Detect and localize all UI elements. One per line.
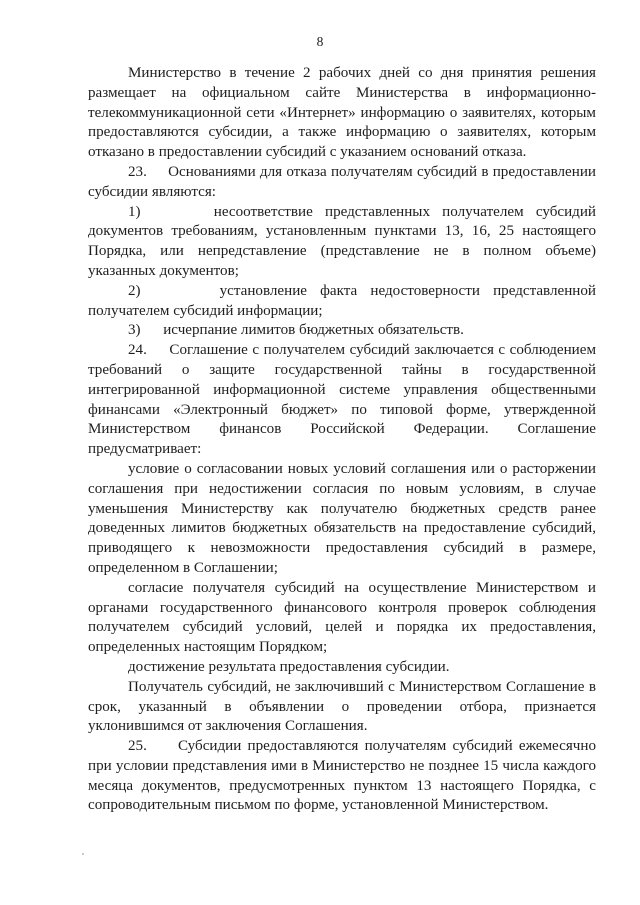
paragraph-ministry-publication: Министерство в течение 2 рабочих дней со дня принятия решения размещает на официальном сайте Министерства в информационно-телекоммуникационной сети «Интернет» информацию о заявителях, которым предоставляются субсидии, а также информацию о заявителях, которым отказано в предоставлении субсидий с указанием оснований отказа.: [88, 65, 596, 161]
paragraph-evasion: Получатель субсидий, не заключивший с Министерством Соглашение в срок, указанный в объявлении о проведении отбора, признается уклонившимся от заключения Соглашения.: [88, 678, 596, 735]
list-item-1-noncompliance: 1) несоответствие представленных получателем субсидий документов требованиям, установленным пунктами 13, 16, 25 настоящего Порядка, или непредставление (представление не в полном объеме) указанных документов;: [88, 203, 596, 279]
list-item-3-limits-exhausted: 3) исчерпание лимитов бюджетных обязательств.: [128, 322, 464, 339]
document-body: [88, 64, 596, 816]
paragraph-24-agreement: 24. Соглашение с получателем субсидий заключается с соблюдением требований о защите государственной тайны в государственной интегрированной информационной системе управления общественными финансами «Электронный бюджет» по типовой форме, утвержденной Министерством финансов Российской Федерации. Соглашение предусматривает:: [88, 342, 596, 458]
page-number: 8: [316, 34, 324, 49]
paragraph-23-refusal-grounds: 23. Основаниями для отказа получателям субсидий в предоставлении субсидии являются:: [88, 163, 596, 200]
paragraph-agreement-result: достижение результата предоставления субсидии.: [128, 658, 450, 675]
paragraph-25-monthly-subsidies: 25. Субсидии предоставляются получателям субсидий ежемесячно при условии представления ими в Министерство не позднее 15 числа каждого месяца документов, предусмотренных пунктом 13 настоящего Порядка, с сопроводительным письмом по форме, установленной Министерством.: [88, 738, 596, 814]
scan-speck: [82, 853, 84, 855]
paragraph-agreement-condition-renegotiation: условие о согласовании новых условий соглашения или о расторжении соглашения при недостижении согласия по новым условиям, в случае уменьшения Министерству как получателю бюджетных средств ранее доведенных лимитов бюджетных обязательств на предоставление субсидий, приводящего к невозможности предоставления субсидий в размере, определенном в Соглашении;: [88, 460, 596, 576]
paragraph-agreement-consent-inspections: согласие получателя субсидий на осуществление Министерством и органами государственного финансового контроля проверок соблюдения получателем субсидий условий, целей и порядка их предоставления, определенных настоящим Порядком;: [88, 579, 596, 656]
list-item-2-inaccuracy: 2) установление факта недостоверности представленной получателем субсидий информации;: [88, 282, 596, 319]
